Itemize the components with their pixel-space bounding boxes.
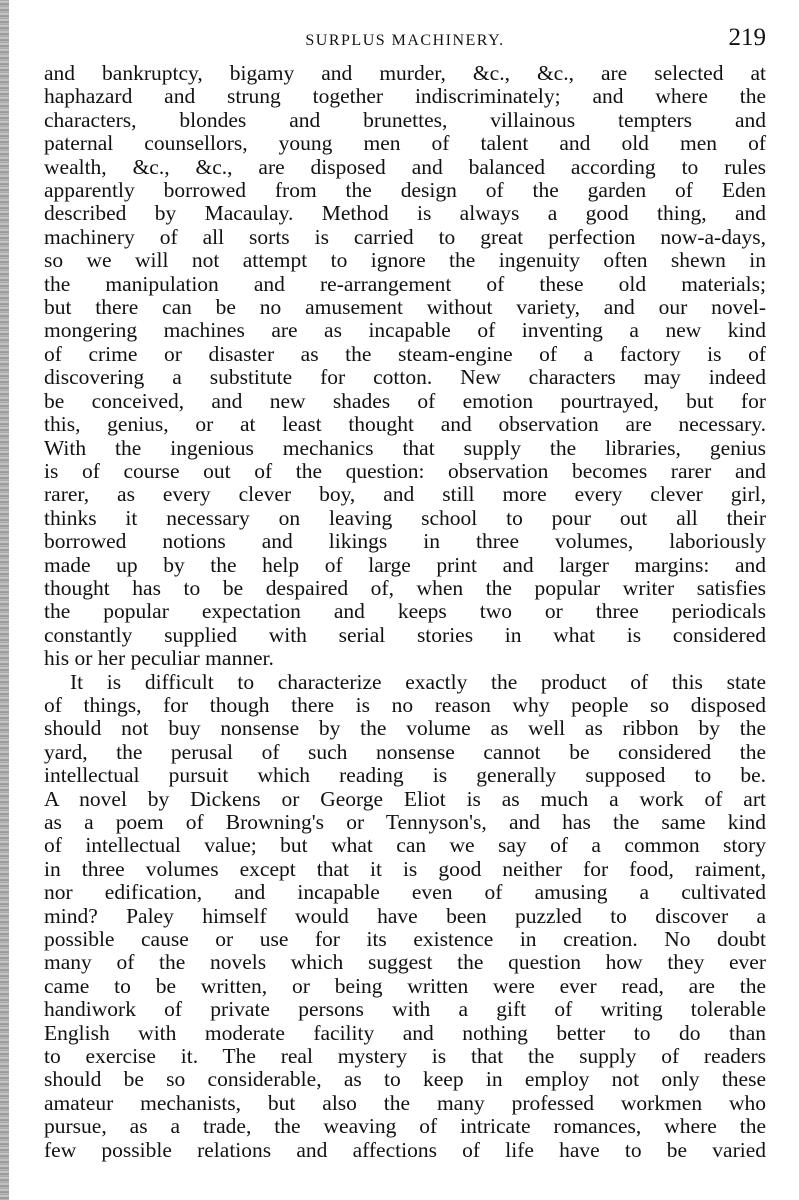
- text-line: machinery of all sorts is carried to great perfection now-a-days,: [44, 224, 766, 249]
- binding-edge: [0, 0, 9, 1200]
- text-line: thought has to be despaired of, when the popular writer satisfies: [44, 575, 766, 600]
- text-line: so we will not attempt to ignore the ingenuity often shewn in: [44, 248, 766, 273]
- text-line: discovering a substitute for cotton. New characters may indeed: [44, 365, 766, 390]
- text-line: paternal counsellors, young men of talent and old men of: [44, 131, 766, 156]
- page-number: 219: [728, 24, 766, 51]
- paragraph-2: [44, 671, 766, 1163]
- text-line: should not buy nonsense by the volume as well as ribbon by the: [44, 716, 766, 741]
- text-line: handiwork of private persons with a gift of writing tolerable: [44, 997, 766, 1022]
- text-line: possible cause or use for its existence in creation. No doubt: [44, 927, 766, 952]
- text-line: but there can be no amusement without variety, and our novel-: [44, 295, 766, 320]
- text-line: and bankruptcy, bigamy and murder, &c., &c., are selected at: [44, 61, 766, 85]
- text-line: thinks it necessary on leaving school to pour out all their: [44, 505, 766, 530]
- text-line: A novel by Dickens or George Eliot is as much a work of art: [44, 786, 766, 811]
- text-line: amateur mechanists, but also the many professed workmen who: [44, 1090, 766, 1115]
- text-line: described by Macaulay. Method is always a good thing, and: [44, 201, 766, 226]
- text-line: is of course out of the question: observation becomes rarer and: [44, 458, 766, 483]
- text-line: nor edification, and incapable even of amusing a cultivated: [44, 880, 766, 905]
- running-head: [44, 22, 766, 62]
- text-line: intellectual pursuit which reading is generally supposed to be.: [44, 763, 766, 788]
- text-line: It is difficult to characterize exactly the product of this state: [70, 669, 766, 694]
- text-line: made up by the help of large print and larger margins: and: [44, 552, 766, 577]
- running-title: SURPLUS MACHINERY.: [305, 32, 505, 49]
- text-line: in three volumes except that it is good neither for food, raiment,: [44, 856, 766, 881]
- text-line: wealth, &c., &c., are disposed and balanced according to rules: [44, 154, 766, 179]
- book-page: [44, 22, 766, 1162]
- text-line: characters, blondes and brunettes, villainous tempters and: [44, 107, 766, 132]
- text-line: the manipulation and re-arrangement of these old materials;: [44, 271, 766, 296]
- text-line: pursue, as a trade, the weaving of intricate romances, where the: [44, 1114, 766, 1139]
- text-line: this, genius, or at least thought and observation are necessary.: [44, 412, 766, 437]
- text-line: mongering machines are as incapable of inventing a new kind: [44, 318, 766, 343]
- text-line: came to be written, or being written were ever read, are the: [44, 973, 766, 998]
- text-line: of intellectual value; but what can we say of a common story: [44, 833, 766, 858]
- text-line: borrowed notions and likings in three volumes, laboriously: [44, 529, 766, 554]
- paragraph-1: [44, 62, 766, 671]
- text-line: English with moderate facility and nothing better to do than: [44, 1020, 766, 1045]
- text-line: With the ingenious mechanics that supply the libraries, genius: [44, 435, 766, 460]
- text-line: mind? Paley himself would have been puzzled to discover a: [44, 903, 766, 928]
- text-line: yard, the perusal of such nonsense cannot be considered the: [44, 739, 766, 764]
- text-line: haphazard and strung together indiscriminately; and where the: [44, 84, 766, 109]
- text-line: as a poem of Browning's or Tennyson's, and has the same kind: [44, 810, 766, 834]
- text-line: to exercise it. The real mystery is that the supply of readers: [44, 1044, 766, 1069]
- text-line: constantly supplied with serial stories in what is considered: [44, 622, 766, 647]
- text-line: his or her peculiar manner.: [44, 646, 274, 671]
- text-line: apparently borrowed from the design of the garden of Eden: [44, 178, 766, 203]
- text-line: the popular expectation and keeps two or three periodicals: [44, 599, 766, 624]
- text-line: many of the novels which suggest the question how they ever: [44, 950, 766, 975]
- text-line: of crime or disaster as the steam-engine of a factory is of: [44, 341, 766, 366]
- text-line: of things, for though there is no reason why people so disposed: [44, 692, 766, 717]
- text-line: be conceived, and new shades of emotion pourtrayed, but for: [44, 388, 766, 413]
- text-line: few possible relations and affections of life have to be varied: [44, 1137, 766, 1162]
- text-line: should be so considerable, as to keep in employ not only these: [44, 1067, 766, 1092]
- text-line: rarer, as every clever boy, and still more every clever girl,: [44, 482, 766, 507]
